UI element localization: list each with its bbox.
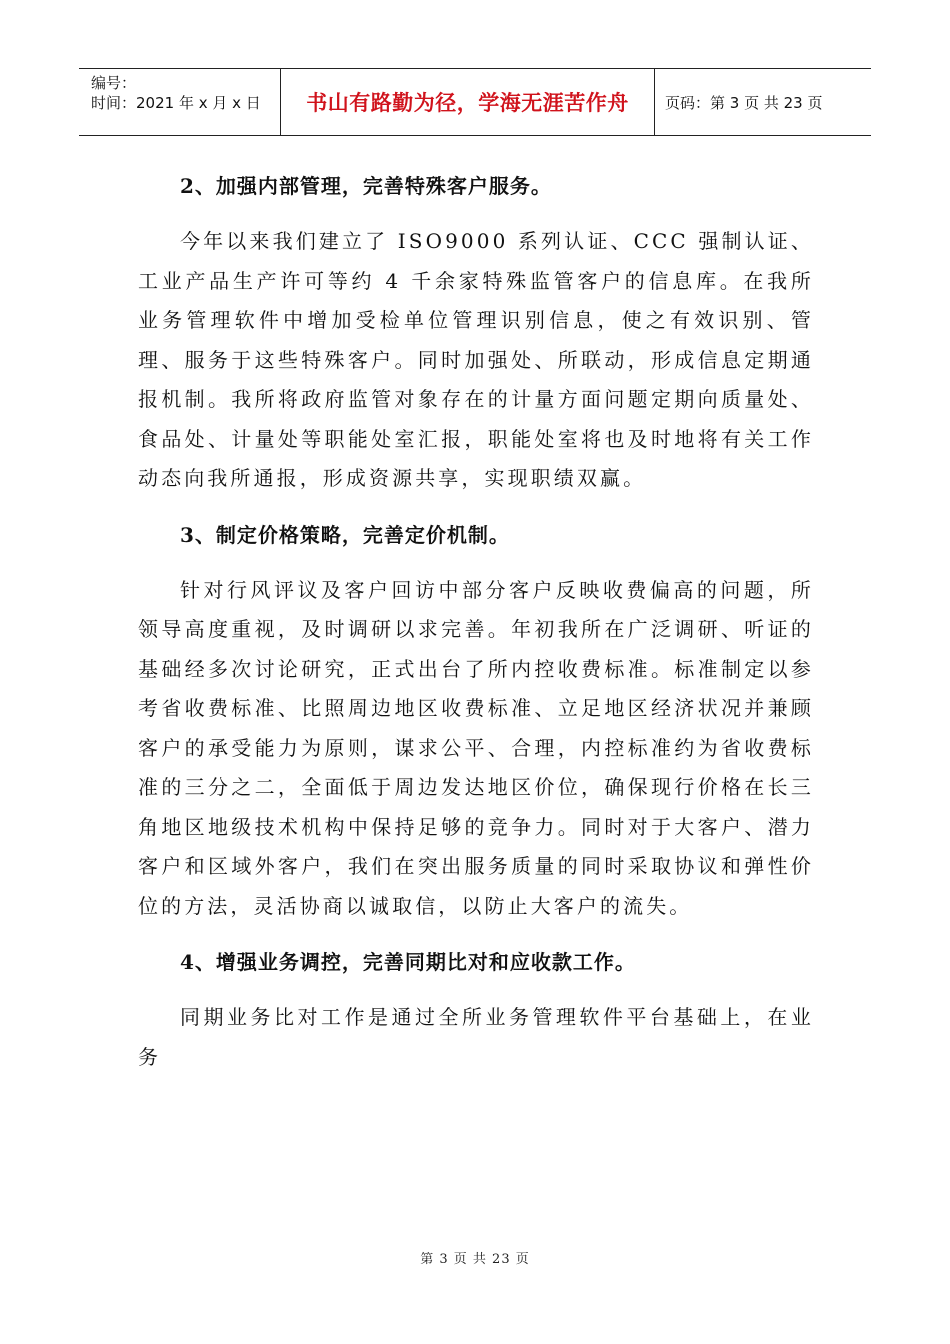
header-page-info: 页码：第 3 页 共 23 页: [665, 93, 823, 112]
section-paragraph: 同期业务比对工作是通过全所业务管理软件平台基础上，在业务: [138, 1005, 814, 1069]
document-body: [138, 150, 814, 1077]
section-heading: 4、增强业务调控，完善同期比对和应收款工作。: [180, 950, 636, 974]
header-motto: 书山有路勤为径，学海无涯苦作舟: [281, 69, 655, 135]
page-footer: 第 3 页 共 23 页: [420, 1252, 530, 1267]
document-time-label: 时间：2021 年 x 月 x 日: [91, 94, 261, 112]
section-paragraph: 今年以来我们建立了 ISO9000 系列认证、CCC 强制认证、工业产品生产许可等约 4 千余家特殊监管客户的信息库。在我所业务管理软件中增加受检单位管理识别信息，使之有效识别、管理、服务于这些特殊客户。同时加强处、所联动，形成信息定期通报机制。我所将政府监管对象存在的计量方面问题定期向质量处、食品处、计量处等职能处室汇报，职能处室将也及时地将有关工作动态向我所通报，形成资源共享，实现职绩双赢。: [138, 229, 814, 490]
section-heading: 2、加强内部管理，完善特殊客户服务。: [180, 174, 552, 198]
page-header: [79, 68, 871, 136]
document-number-label: 编号：: [91, 74, 137, 92]
header-meta: [79, 69, 281, 135]
section-paragraph: 针对行风评议及客户回访中部分客户反映收费偏高的问题，所领导高度重视，及时调研以求完善。年初我所在广泛调研、听证的基础经多次讨论研究，正式出台了所内控收费标准。标准制定以参考省收费标准、比照周边地区收费标准、立足地区经济状况并兼顾客户的承受能力为原则，谋求公平、合理，内控标准约为省收费标准的三分之二，全面低于周边发达地区价位，确保现行价格在长三角地区地级技术机构中保持足够的竞争力。同时对于大客户、潜力客户和区域外客户，我们在突出服务质量的同时采取协议和弹性价位的方法，灵活协商以诚取信，以防止大客户的流失。: [138, 577, 814, 918]
section-heading: 3、制定价格策略，完善定价机制。: [180, 522, 510, 547]
